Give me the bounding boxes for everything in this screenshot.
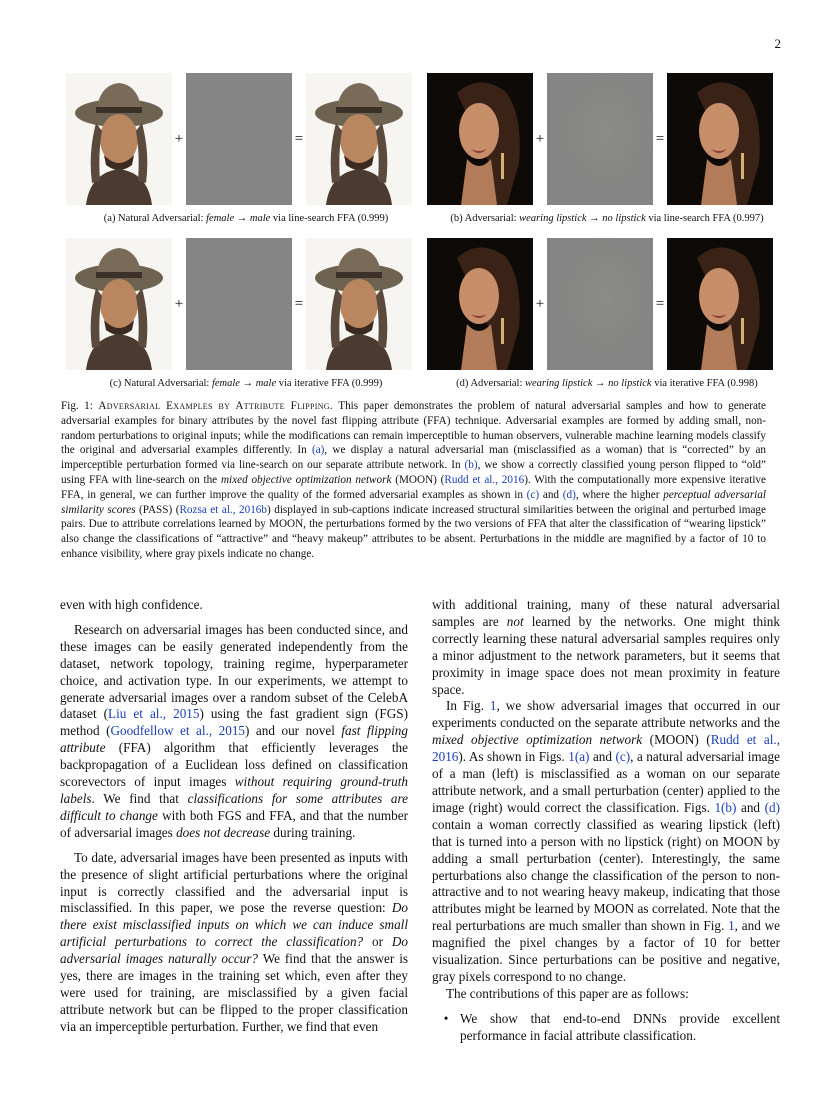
adversarial-man-image [306, 238, 412, 370]
original-woman-image [427, 73, 533, 205]
citation-link[interactable]: Liu et al., 2015 [108, 706, 200, 722]
original-man-image [66, 238, 172, 370]
subfigure-link-d[interactable]: (d) [562, 488, 576, 501]
perturbation-image [547, 238, 653, 370]
plus-sign: + [535, 130, 545, 147]
subcaption-b: (b) Adversarial: wearing lipstick → no lipstick via line-search FFA (0.997) [450, 213, 764, 224]
subcaption-c: (c) Natural Adversarial: female → male via iterative FFA (0.999) [109, 378, 383, 389]
figure-link[interactable]: 1 [489, 698, 497, 714]
perturbation-image [186, 73, 292, 205]
left-column [60, 597, 408, 1036]
citation-link[interactable]: Goodfellow et al., 2015 [110, 723, 246, 739]
adversarial-woman-image [667, 73, 773, 205]
paragraph: In Fig. 1, we show adversarial images that occurred in our experiments conducted on the separate attribute networks and the mixed objective optimization network (MOON) (Rudd et al., 2016). As shown in Figs. 1(a) and (c), a natural adversarial image of a man (left) is misclassified as a woman on our separate attribute network, and a small perturbation (center) applied to the image (right) would correct the classification. Figs. 1(b) and (d) contain a woman correctly classified as wearing lipstick (left) that is turned into a person with no lipstick (right) on MOON by adding a small perturbation (center). Interestingly, the same perturbations also change the classification of the person to non-attractive and to not wearing heavy makeup, indicating that those attributes might be learned by MOON as correlated. Note that the real perturbations are much smaller than shown in Fig. 1, and we magnified the pixel changes by a factor of 10 for better visualization. Since perturbations can be positive and negative, gray pixels correspond to no change. [432, 698, 780, 984]
figure-panel-d [427, 238, 787, 389]
equals-sign: = [655, 295, 665, 312]
citation-link[interactable]: Rudd et al., 2016 [432, 732, 780, 765]
bullet-icon: • [443, 1010, 449, 1026]
perturbation-image [547, 73, 653, 205]
figure-link[interactable]: 1 [728, 918, 735, 934]
equals-sign: = [294, 130, 304, 147]
plus-sign: + [174, 130, 184, 147]
figure-caption: Fig. 1: Adversarial Examples by Attribute Flipping. This paper demonstrates the problem of natural adversarial samples and how to generate adversarial examples for binary attributes by the novel fast flipping attribute (FFA) technique. Adversarial examples are formed by adding small, non-random perturbations to original inputs; while the modifications can remain imperceptible to human observers, vulnerable machine learning models classify the original and adversarial examples differently. In (a), we display a natural adversarial man (misclassified as a woman) that is “corrected” by an imperceptible perturbation formed via line-search on our separate attribute network. In (b), we show a correctly classified young person flipped to “old” using FFA with line-search on the mixed objective optimization network (MOON) (Rudd et al., 2016). With the computationally more expensive iterative FFA, in general, we can further improve the quality of the formed adversarial examples as shown in (c) and (d), where the higher perceptual adversarial similarity scores (PASS) (Rozsa et al., 2016b) displayed in sub-captions indicate increased structural similarities between the original and perturbed image pairs. Due to attribute correlations learned by MOON, the perturbations formed by the two versions of FFA that alter the classification of “wearing lipstick” also change the classifications of “attractive” and “heavy makeup” attributes to be absent. Perturbations in the middle are magnified by a factor of 10 to enhance visibility, where gray pixels indicate no change. [61, 400, 766, 560]
paragraph: The contributions of this paper are as follows: [446, 985, 689, 1001]
figure-panel-c [66, 238, 426, 389]
paragraph: Research on adversarial images has been conducted since, and these images can be easily generated independently from the dataset, network topology, training regime, hyperparameter choice, and activation type. In our experiments, we attempt to generate adversarial images over a random subset of the CelebA dataset (Liu et al., 2015) using the fast gradient sign (FGS) method (Goodfellow et al., 2015) and our novel fast flipping attribute (FFA) algorithm that efficiently leverages the backpropagation of a Euclidean loss defined on classification scorevectors of input images without requiring ground-truth labels. We find that classifications for some attributes are difficult to change with both FGS and FFA, and that the number of adversarial images does not decrease during training. [60, 621, 408, 840]
figure-title: Adversarial Examples by Attribute Flipping. [98, 400, 333, 412]
original-man-image [66, 73, 172, 205]
right-column [432, 597, 780, 1045]
citation-link[interactable]: Rozsa et al., 2016b [179, 503, 267, 516]
adversarial-woman-image [667, 238, 773, 370]
paragraph: with additional training, many of these natural adversarial samples are not learned by the networks. One might think correctly learning these natural adversarial samples requires only a minor adjustment to the network parameters, but it seems that proximity in image space does not mean proximity in feature space. [432, 597, 780, 697]
page-number: 2 [774, 36, 781, 51]
figure-link[interactable]: (c) [615, 749, 631, 765]
subfigure-link-c[interactable]: (c) [526, 488, 540, 501]
figure-panel-b [427, 73, 787, 224]
equals-sign: = [294, 295, 304, 312]
figure-panel-a [66, 73, 426, 224]
subfigure-link-a[interactable]: (a) [311, 444, 325, 457]
figure-link[interactable]: 1(a) [568, 749, 590, 765]
citation-link[interactable]: Rudd et al., 2016 [444, 473, 525, 486]
equals-sign: = [655, 130, 665, 147]
subfigure-link-b[interactable]: (b) [464, 459, 478, 472]
figure-label: Fig. 1: [61, 400, 99, 412]
paragraph: To date, adversarial images have been presented as inputs with the presence of slight artificial perturbations where the original input is correctly classified and the adversarial input is misclassified. In this paper, we pose the reverse question: Do there exist misclassified inputs on which we can induce small artificial perturbations to correct the classification? or Do adversarial images naturally occur? We find that the answer is yes, there are images in the training set which, even after they were used for training, are misclassified by a given facial attribute network but can be flipped to the proper classification via an imperceptible perturbation. Further, we find that even [60, 849, 408, 1034]
subcaption-a: (a) Natural Adversarial: female → male via line-search FFA (0.999) [103, 213, 389, 224]
plus-sign: + [174, 295, 184, 312]
adversarial-man-image [306, 73, 412, 205]
plus-sign: + [535, 295, 545, 312]
original-woman-image [427, 238, 533, 370]
figure-link[interactable]: 1(b) [714, 799, 737, 815]
figure-link[interactable]: (d) [764, 799, 780, 815]
paragraph: even with high confidence. [60, 597, 203, 612]
subcaption-d: (d) Adversarial: wearing lipstick → no lipstick via iterative FFA (0.998) [456, 378, 758, 389]
list-item: • We show that end-to-end DNNs provide excellent performance in facial attribute classification. [432, 1011, 780, 1045]
perturbation-image [186, 238, 292, 370]
